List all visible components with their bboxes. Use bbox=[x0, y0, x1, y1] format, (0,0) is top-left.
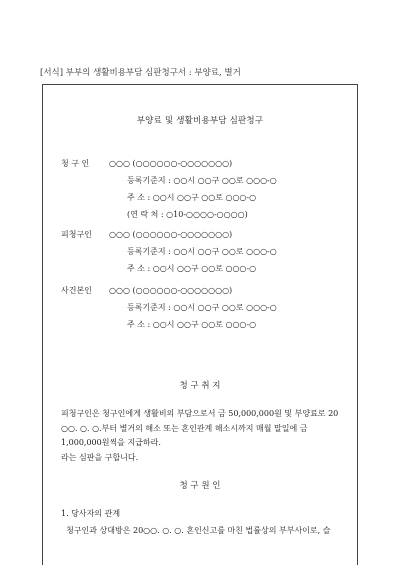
party-role-label: 청 구 인 bbox=[61, 159, 90, 168]
claim-cause-heading: 청 구 원 인 bbox=[179, 481, 221, 491]
paragraph-line: 1,000,000원씩을 지급하라. bbox=[61, 438, 161, 447]
paragraph-line: ○○. ○. ○.부터 별거의 해소 또는 혼인관계 해소시까지 매월 말일에 금 bbox=[61, 423, 308, 433]
party-name-line: ○○○ (○○○○○○-○○○○○○○) bbox=[109, 286, 233, 295]
party-name-line: ○○○ (○○○○○○-○○○○○○○) bbox=[109, 230, 233, 239]
party-name-line: ○○○ (○○○○○○-○○○○○○○) bbox=[109, 159, 233, 168]
paragraph-line: 라는 심판을 구합니다. bbox=[61, 452, 139, 462]
document-frame bbox=[42, 84, 358, 565]
party-role-label: 사건본인 bbox=[61, 286, 92, 295]
claim-purpose-text bbox=[61, 407, 353, 465]
party-registration-line: 등록기준지 : ○○시 ○○구 ○○로 ○○○-○ bbox=[127, 303, 277, 312]
party-address-line: 주 소 : ○○시 ○○구 ○○로 ○○○-○ bbox=[127, 193, 257, 202]
section-subheading: 1. 당사자의 관계 bbox=[61, 509, 121, 518]
claim-purpose-heading: 청 구 취 지 bbox=[179, 381, 221, 391]
party-registration-line: 등록기준지 : ○○시 ○○구 ○○로 ○○○-○ bbox=[127, 247, 277, 256]
party-contact-line: (연 락 처 : ○10-○○○○-○○○○) bbox=[127, 210, 248, 219]
paragraph-line: 청구인과 상대방은 20○○. ○. ○. 혼인신고를 마친 법률상의 부부사이로, 슬 bbox=[61, 526, 331, 535]
document-title: 부양료 및 생활비용부담 심판청구 bbox=[136, 116, 264, 126]
party-address-line: 주 소 : ○○시 ○○구 ○○로 ○○○-○ bbox=[127, 264, 257, 273]
claim-cause-text bbox=[61, 505, 353, 539]
party-registration-line: 등록기준지 : ○○시 ○○구 ○○로 ○○○-○ bbox=[127, 176, 277, 185]
paragraph-line: 피청구인은 청구인에게 생활비의 부담으로서 금 50,000,000원 및 부양료로 20 bbox=[61, 409, 339, 418]
party-address-line: 주 소 : ○○시 ○○구 ○○로 ○○○-○ bbox=[127, 320, 257, 329]
party-role-label: 피청구인 bbox=[61, 230, 92, 239]
form-caption: [서식] 부부의 생활비용부담 심판청구서 : 부양료, 별거 bbox=[40, 68, 241, 78]
